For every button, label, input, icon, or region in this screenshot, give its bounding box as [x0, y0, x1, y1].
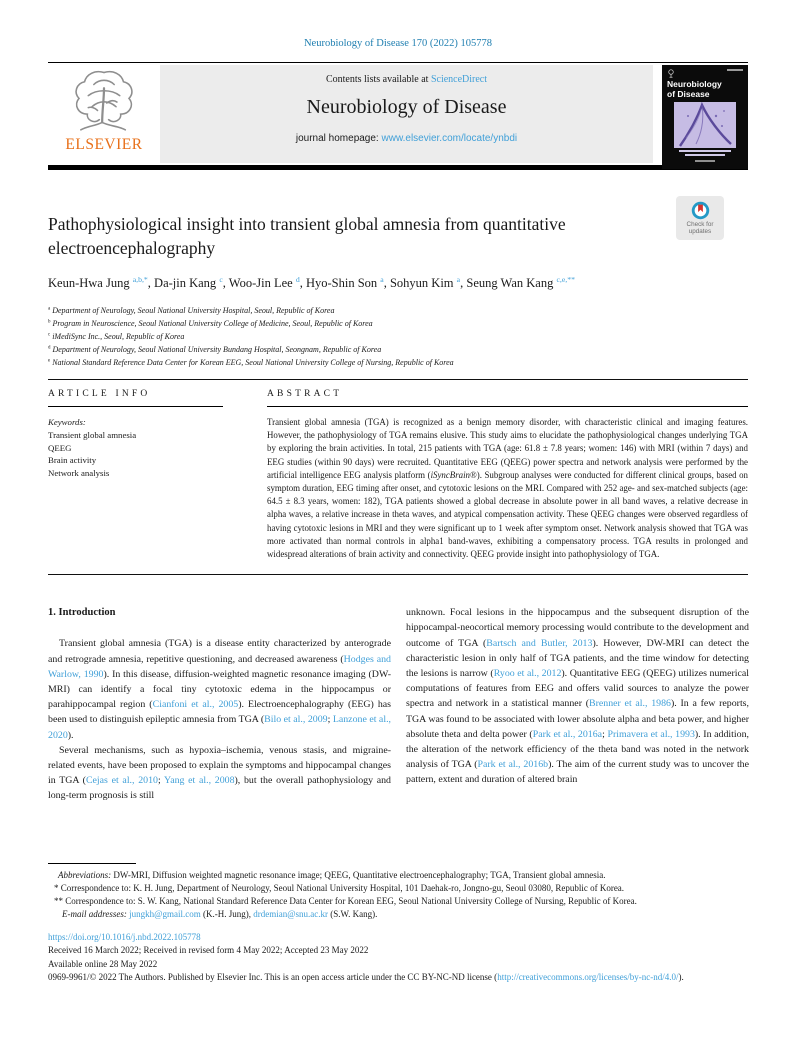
affiliation-text: National Standard Reference Data Center for Korean EEG, Seoul National University College of Nursing, Republic of Korea: [50, 358, 454, 367]
intro-paragraph-3: [406, 605, 749, 787]
abstract-heading: ABSTRACT: [267, 389, 343, 399]
text-segment: , Sohyun Kim: [383, 276, 457, 290]
cover-title-line1: Neurobiology: [667, 79, 722, 89]
masthead-divider-bar: [48, 165, 748, 170]
publication-info-block: [48, 931, 748, 984]
text-segment: ), but the overall pathophysiology and long-term prognosis is still: [48, 775, 391, 802]
intro-paragraph-1: [48, 636, 391, 742]
journal-title: Neurobiology of Disease: [306, 96, 507, 118]
inline-link[interactable]: Ryoo et al., 2012: [493, 668, 562, 680]
text-segment: ). Quantitative EEG (QEEG) utilizes numerical computations of features from EEG and offers valid sources to analyze the power spectra and network in a statistical manner (: [406, 668, 749, 710]
text-segment: ;: [602, 728, 608, 740]
text-segment: , Da-jin Kang: [147, 276, 220, 290]
text-segment: ;: [327, 714, 333, 726]
journal-citation-header: Neurobiology of Disease 170 (2022) 105778: [303, 38, 493, 49]
text-segment: E-mail addresses:: [62, 909, 127, 919]
cover-elsevier-mark-icon: [667, 69, 675, 78]
inline-link[interactable]: http://creativecommons.org/licenses/by-nc-nd/4.0/: [497, 971, 679, 982]
text-segment: (S.W. Kang).: [327, 909, 378, 919]
affiliation: [48, 343, 748, 356]
cover-caption-bar: [685, 154, 725, 156]
check-badge-line2: updates: [688, 228, 712, 235]
inline-link[interactable]: Park et al., 2016b: [477, 759, 549, 771]
article-title: Pathophysiological insight into transient global amnesia from quantitative electroencephalography: [48, 214, 566, 258]
text-segment: ). In a few reports, TGA was found to be associated with lower absolute alpha and beta power, and higher absolute theta and delta power (: [406, 698, 749, 740]
text-segment: ** Correspondence to: S. W. Kang, National Standard Reference Data Center for Korean EEG, Seoul National University College of Nursing, Republic of Korea.: [54, 896, 637, 906]
text-segment: ).: [678, 971, 684, 982]
text-segment: 0969-9961/© 2022 The Authors. Published by Elsevier Inc. This is an open access article under the CC BY-NC-ND license (: [48, 971, 498, 982]
inline-link[interactable]: Park et al., 2016a: [532, 728, 603, 740]
affiliation-sup: a: [48, 306, 51, 312]
masthead: [48, 62, 748, 170]
text-segment: (K.-H. Jung),: [200, 909, 254, 919]
abstract-text: [267, 416, 748, 561]
article-info-rule: [48, 406, 223, 407]
text-segment: , Woo-Jin Lee: [222, 276, 296, 290]
cover-volume-text-bar: [727, 69, 743, 71]
intro-paragraph-2: [48, 743, 391, 804]
cover-title-line2: of Disease: [667, 88, 710, 99]
sciencedirect-link[interactable]: ScienceDirect: [430, 74, 488, 85]
text-segment: ). In this disease, diffusion-weighted magnetic resonance imaging (DW-MRI) can identify a focal tiny cytotoxic edema in the hippocampus or parahippocampal region (: [48, 668, 392, 711]
text-segment: , Seung Wan Kang: [460, 276, 557, 290]
correspondence-note-1: [48, 882, 748, 895]
inline-link[interactable]: Primavera et al., 1993: [607, 728, 695, 740]
elsevier-logo: [48, 63, 160, 165]
inline-link[interactable]: Yang et al., 2008: [164, 775, 235, 787]
text-segment: a: [456, 274, 461, 284]
section-heading: 1. Introduction: [48, 607, 116, 619]
affiliation-text: Department of Neurology, Seoul National University Bundang Hospital, Seongnam, Republic of Korea: [50, 345, 382, 354]
article-info-column: [48, 389, 223, 561]
cover-brain-tissue-image: [674, 102, 736, 148]
text-segment: Keun-Hwa Jung: [48, 276, 133, 290]
inline-link[interactable]: Brenner et al., 1986: [589, 698, 671, 710]
intro-left-column: [48, 605, 391, 803]
homepage-line: [160, 133, 653, 144]
text-segment: a: [380, 274, 384, 284]
introduction-section: [48, 605, 748, 803]
elsevier-tree-icon: [67, 66, 141, 140]
journal-cover-thumbnail: [662, 65, 748, 169]
inline-link[interactable]: drdemian@snu.ac.kr: [253, 909, 328, 919]
abbreviations-note: [48, 869, 748, 882]
elsevier-wordmark: ELSEVIER: [65, 136, 143, 153]
affiliation: [48, 317, 748, 330]
text-segment: c,e,**: [556, 274, 575, 284]
text-segment: DW-MRI, Diffusion weighted magnetic resonance image; QEEG, Quantitative electroencephalography; TGA, Transient global amnesia.: [111, 870, 606, 880]
keyword: Brain activity: [48, 455, 97, 466]
check-badge-label: [687, 221, 714, 235]
text-segment: ). However, DW-MRI can detect the characteristic lesion in only half of TGA patients, and the time window for detecting the lesions is narrow (: [406, 637, 749, 680]
email-addresses-note: [48, 908, 748, 921]
text-segment: * Correspondence to: K. H. Jung, Department of Neurology, Seoul National University Hospital, 101 Daehak-ro, Jongno-gu, Seoul 03080, Republic of Korea.: [54, 883, 625, 893]
affiliation-sup: c: [48, 332, 51, 338]
article-info-heading: ARTICLE INFO: [48, 389, 151, 399]
received-dates: Received 16 March 2022; Received in revised form 4 May 2022; Accepted 23 May 2022: [48, 945, 369, 956]
text-segment: d: [295, 274, 300, 284]
cover-footer-bar: [695, 160, 715, 162]
text-segment: iSyncBrain: [430, 469, 470, 480]
inline-link[interactable]: Bartsch and Butler, 2013: [486, 637, 593, 649]
text-segment: ). In addition, the alteration of the network efficiency of the theta band was noted in the network analysis of TGA (: [406, 728, 749, 771]
contents-prefix: Contents lists available at: [325, 74, 431, 85]
abstract-column: [267, 389, 748, 561]
affiliation-sup: b: [48, 319, 51, 325]
keyword: Network analysis: [48, 467, 110, 478]
affiliation-text: iMediSync Inc., Seoul, Republic of Korea: [50, 332, 185, 341]
journal-homepage-link[interactable]: www.elsevier.com/locate/ynbdi: [381, 133, 518, 144]
inline-link[interactable]: Cejas et al., 2010: [85, 775, 158, 787]
text-segment: ®). Subgroup analyses were conducted for different clinical groups, based on symptom duration, EEG timing after onset, and cytotoxic lesions on the MRI. Compared with 252 age- and sex-matched subjects (age: 64.5 ± 8.3 years, women: 182), TGA patients showed a global decrease in absolute power in all band waves, a relative decrease in alpha waves, a relative increase in theta waves, and atypical compensation activity. These QEEG changes were observed regardless of having cytotoxic lesions in MRI and they were significant up to 1 week after symptom onset. Network analysis showed that TGA was more activated than normal controls in alpha1 band-waves, exhibiting a compensatory process. TGA results in prolonged and widespread alterations of brain activity and connectivity. QEEG provide insight into pathophysiology of TGA.: [267, 469, 748, 560]
text-segment: ). Electroencephalography (EEG) has been used to distinguish epileptic amnesia from TGA (: [48, 699, 392, 726]
affiliation: [48, 304, 748, 317]
affiliations: [48, 304, 748, 369]
available-online-date: Available online 28 May 2022: [48, 958, 158, 969]
copyright-license-line: [48, 971, 748, 984]
text-segment: a,b,*: [132, 274, 148, 284]
text-segment: Transient global amnesia (TGA) is a disease entity characterized by anterograde and retrograde amnesia, repetitive questioning, and decreased awareness (: [48, 638, 391, 665]
affiliation-text: Department of Neurology, Seoul National University Hospital, Seoul, Republic of Korea: [50, 306, 335, 315]
text-segment: Transient global amnesia (TGA) is recognized as a benign memory disorder, with characteristic clinical and imaging features. However, the pathophysiology of TGA remains elusive. This study aims to elucidate the pathophysiological changes underlying TGA by exploring the brain activities. In total, 215 patients with TGA (age: 61.8 ± 7.8 years; women: 146) with MRI (within 7 days) and EEG studies (within 90 days) were recruited. Quantitative EEG (QEEG) power spectra and network analysis were performed by the artificial intelligence EEG analysis platform (: [267, 417, 748, 480]
text-segment: c: [219, 274, 223, 284]
cover-journal-title: [667, 80, 743, 99]
text-segment: ;: [157, 775, 165, 787]
homepage-prefix: journal homepage:: [295, 133, 382, 144]
footnote-divider: [48, 863, 136, 864]
author-list: [48, 275, 610, 292]
inline-link[interactable]: Hodges and Warlow, 1990: [48, 653, 391, 680]
inline-link[interactable]: Bilo et al., 2009: [264, 714, 328, 726]
intro-right-column: [406, 605, 749, 803]
inline-link[interactable]: Lanzone et al., 2020: [48, 714, 392, 741]
keyword: QEEG: [48, 442, 72, 453]
affiliation: [48, 330, 748, 343]
check-for-updates-badge[interactable]: [676, 196, 724, 240]
abstract-rule: [267, 406, 748, 407]
text-segment: Abbreviations:: [58, 870, 112, 880]
crossmark-icon: [691, 201, 710, 220]
affiliation-sup: e: [48, 358, 51, 364]
inline-link[interactable]: jungkh@gmail.com: [129, 909, 201, 919]
doi-link[interactable]: https://doi.org/10.1016/j.nbd.2022.105778: [48, 932, 201, 942]
text-segment: , Hyo-Shin Son: [299, 276, 381, 290]
check-badge-line1: Check for: [686, 221, 714, 228]
affiliation-sup: d: [48, 345, 51, 351]
affiliation-text: Program in Neuroscience, Seoul National University College of Medicine, Seoul, Republic of Korea: [50, 319, 373, 328]
cover-caption-bar: [679, 150, 731, 152]
text-segment: ).: [67, 729, 74, 741]
inline-link[interactable]: Cianfoni et al., 2005: [152, 699, 239, 711]
article-info-abstract-block: [48, 379, 748, 575]
journal-banner: [160, 65, 653, 163]
footnote-area: [48, 863, 748, 921]
text-segment: ). The aim of the current study was to uncover the pattern, extent and duration of altered brain: [406, 759, 750, 786]
correspondence-note-2: [48, 895, 748, 908]
contents-line: [160, 74, 653, 85]
text-segment: unknown. Focal lesions in the hippocampus and the subsequent disruption of the hippocampal-neocortical memory processing would contribute to the development and outcome of TGA (: [406, 607, 749, 649]
keywords-label: Keywords:: [48, 417, 86, 427]
text-segment: Several mechanisms, such as hypoxia–ischemia, venous stasis, and migraine-related events, have been proposed to explain the symptoms and hippocampal changes in TGA (: [48, 744, 391, 787]
keyword: Transient global amnesia: [48, 430, 137, 440]
affiliation: [48, 356, 748, 369]
